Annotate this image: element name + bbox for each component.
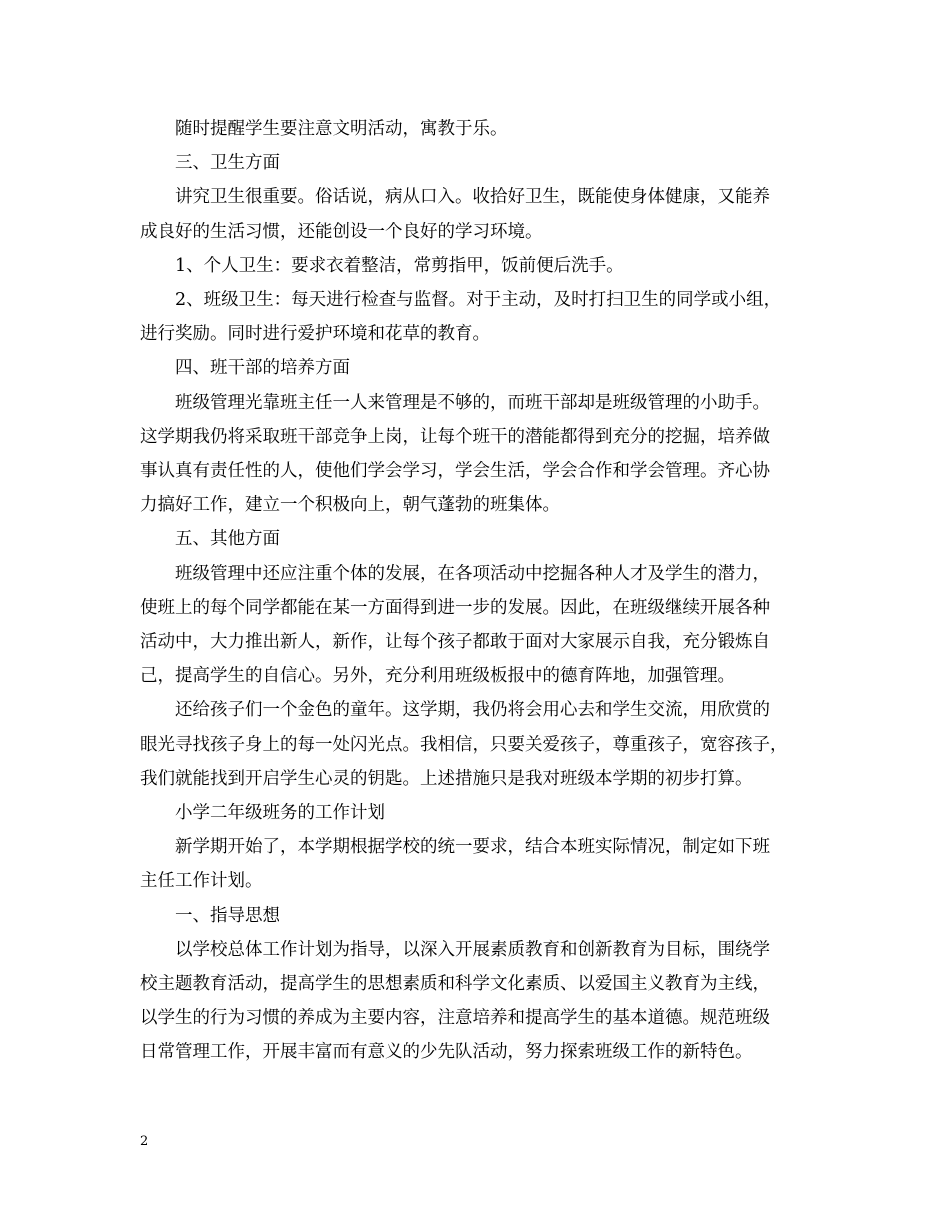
paragraph: 随时提醒学生要注意文明活动，寓教于乐。: [175, 119, 508, 139]
paragraph: 以学校总体工作计划为指导，以深入开展素质教育和创新教育为目标，围绕学 校主题教育活动，提高学生的思想素质和科学文化素质、以爱国主义教育为主线， 以学生的行为习惯的养成为主要内容，注意培养和提高学生的基本道德。规范班级 日常管理工作，开展丰富而有意义的少先队活动，努力探索班级工作的新特色。: [140, 939, 770, 1063]
paragraph: 班级管理中还应注重个体的发展，在各项活动中挖掘各种人才及学生的潜力， 使班上的每个同学都能在某一方面得到进一步的发展。因此，在班级继续开展各种 活动中，大力推出新人，新作，让每个孩子都敢于面对大家展示自我，充分锻炼自 己，提高学生的自信心。另外，充分利用班级板报中的德育阵地，加强管理。: [140, 563, 770, 687]
paragraph: 班级管理光靠班主任一人来管理是不够的，而班干部却是班级管理的小助手。 这学期我仍将采取班干部竞争上岗，让每个班干的潜能都得到充分的挖掘，培养做 事认真有责任性的人，使他们学会学习，学会生活，学会合作和学会管理。齐心协 力搞好工作，建立一个积极向上，朝气蓬勃的班集体。: [140, 392, 770, 516]
section-heading: 三、卫生方面: [175, 153, 280, 174]
paragraph: 新学期开始了，本学期根据学校的统一要求，结合本班实际情况，制定如下班 主任工作计划。: [140, 837, 770, 892]
paragraph: 讲究卫生很重要。俗话说，病从口入。收拾好卫生，既能使身体健康，又能养 成良好的生活习惯，还能创设一个良好的学习环境。: [140, 187, 770, 242]
document-body: [140, 112, 820, 1070]
paragraph: 1、个人卫生：要求衣着整洁，常剪指甲，饭前便后洗手。: [175, 255, 624, 276]
section-heading: 一、指导思想: [175, 905, 280, 926]
section-heading: 四、班干部的培养方面: [175, 358, 350, 379]
paragraph: 2、班级卫生：每天进行检查与监督。对于主动，及时打扫卫生的同学或小组， 进行奖励。同时进行爱护环境和花草的教育。: [140, 290, 782, 345]
section-heading: 五、其他方面: [175, 529, 280, 550]
paragraph: 还给孩子们一个金色的童年。这学期，我仍将会用心去和学生交流，用欣赏的 眼光寻找孩子身上的每一处闪光点。我相信，只要关爱孩子，尊重孩子，宽容孩子， 我们就能找到开启学生心灵的钥匙。上述措施只是我对班级本学期的初步打算。: [140, 700, 788, 789]
page-number: 2: [140, 1134, 149, 1149]
document-subtitle: 小学二年级班务的工作计划: [175, 803, 385, 824]
